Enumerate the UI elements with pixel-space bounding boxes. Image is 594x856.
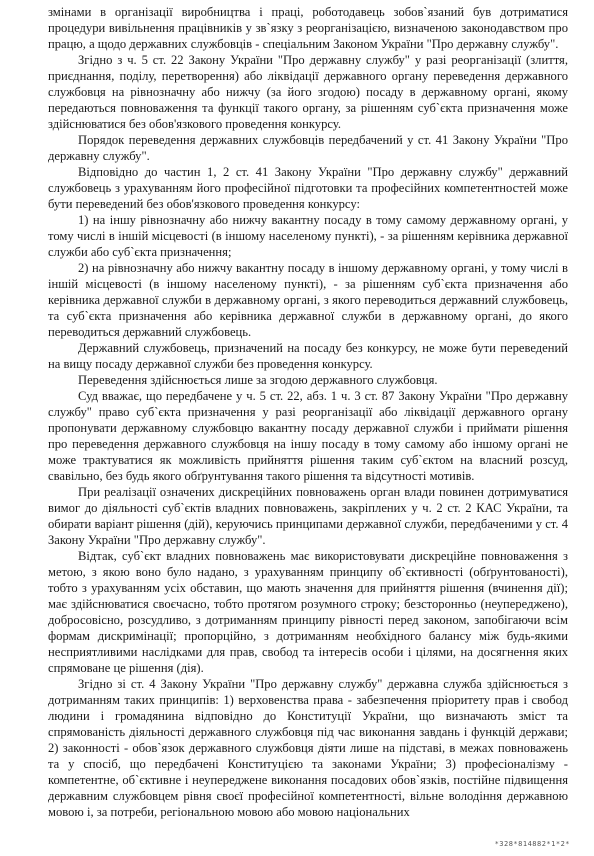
paragraph-7: Державний службовець, призначений на посаду без конкурсу, не може бути переведений на вищу посаду державної служби без проведення конкурсу.: [48, 341, 568, 371]
document-body: [48, 4, 568, 820]
paragraph-3: Порядок переведення державних службовців передбачений у ст. 41 Закону України "Про державну службу".: [48, 133, 568, 163]
paragraph-5: 1) на іншу рівнозначну або нижчу вакантну посаду в тому самому державному органі, у тому числі в іншій місцевості (в іншому населеному пункті), - за рішенням керівника державної служби або суб`єкта призначення;: [48, 213, 568, 259]
paragraph-8: Переведення здійснюється лише за згодою державного службовця.: [78, 373, 438, 387]
paragraph-9: Суд вважає, що передбачене у ч. 5 ст. 22, абз. 1 ч. 3 ст. 87 Закону України "Про державну службу" право суб`єкта призначення у разі реорганізації або ліквідації державного органу пропонувати державному службовцю вакантну посаду державної служби і приймати рішення про переведення державного службовця на іншу посаду в тому самому або іншому органі не може трактуватися як можливість прийняття рішення таким суб`єктом на власний розсуд, свавільно, без будь якого обґрунтування такого рішення та відсутності мотивів.: [48, 389, 568, 483]
paragraph-10: При реалізації означених дискреційних повноважень орган влади повинен дотримуватися вимог до діяльності суб`єктів владних повноважень, закріплених у ч. 2 ст. 2 КАС України, та обирати варіант рішення (дій), керуючись принципами державної служби, передбаченими у ст. 4 Закону України "Про державну службу".: [48, 485, 568, 547]
paragraph-4: Відповідно до частин 1, 2 ст. 41 Закону України "Про державну службу" державний службовець з урахуванням його професійної підготовки та професійних компетентностей може бути переведений без обов'язкового проведення конкурсу:: [48, 165, 568, 211]
paragraph-6: 2) на рівнозначну або нижчу вакантну посаду в іншому державному органі, у тому числі в іншій місцевості (в іншому населеному пункті), - за рішенням суб`єкта призначення або керівника державної служби в державному органі, з якого переводиться державний службовець, та суб`єкта призначення або керівника державної служби в державному органі, до якого переводиться державний службовець.: [48, 261, 568, 339]
paragraph-2: Згідно з ч. 5 ст. 22 Закону України "Про державну службу" у разі реорганізації (злиття, приєднання, поділу, перетворення) або ліквідації державного органу переведення державного службовця на рівнозначну або нижчу (за його згодою) посаду в державному органі, якому передаються повноваження та функції такого органу, за рішенням суб`єкта призначення може здійснюватися без обов'язкового проведення конкурсу.: [48, 53, 568, 131]
paragraph-1: змінами в організації виробництва і праці, роботодавець зобов`язаний був дотриматися процедури вивільнення працівників у зв`язку з реорганізацією, визначеною законодавством про працю, а щодо державних службовців - спеціальним Законом України "Про державну службу".: [48, 5, 568, 51]
paragraph-12: Згідно зі ст. 4 Закону України "Про державну службу" державна служба здійснюється з дотриманням таких принципів: 1) верховенства права - забезпечення пріоритету прав і свобод людини і громадянина відповідно до Конституції України, що визначають зміст та спрямованість діяльності державного службовця під час виконання завдань і функцій держави; 2) законності - обов`язок державного службовця діяти лише на підставі, в межах повноважень та у спосіб, що передбачені Конституцією та законами України; 3) професіоналізму - компетентне, об`єктивне і неупереджене виконання посадових обов`язків, постійне підвищення державним службовцем рівня своєї професійної компетентності, вільне володіння державною мовою і, за потреби, регіональною мовою або мовою національних: [48, 677, 568, 819]
document-barcode-code: *328*814882*1*2*: [494, 840, 570, 848]
paragraph-11: Відтак, суб`єкт владних повноважень має використовувати дискреційне повноваження з метою, з якою воно було надано, з урахуванням принципу об`єктивності (обґрунтованості), тобто з урахуванням усіх обставин, що мають значення для прийняття рішення (вчинення дії); має здійснюватися своєчасно, тобто протягом розумного строку; безсторонньо (неупереджено), добросовісно, розсудливо, з дотриманням принципу рівності перед законом, запобігаючи всім формам дискримінації; пропорційно, з дотриманням необхідного балансу між будь-якими несприятливими наслідками для прав, свобод та інтересів особи і цілями, на досягнення яких спрямоване це рішення (дія).: [48, 549, 568, 675]
